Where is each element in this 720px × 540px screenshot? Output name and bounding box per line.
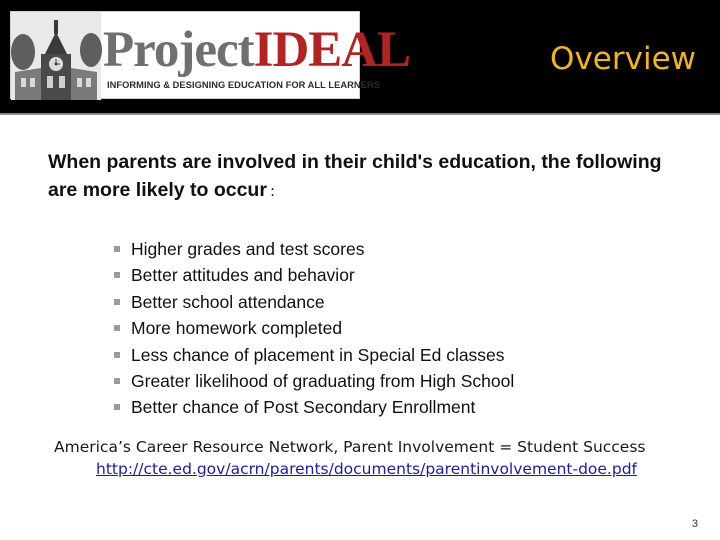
project-ideal-logo [10,11,411,99]
source-citation: America’s Career Resource Network, Parent Involvement = Student Success [54,438,646,456]
intro-text: When parents are involved in their child's education, the following are more likely to occur [48,151,662,201]
page-number: 3 [691,518,698,530]
list-item [112,342,514,368]
square-bullet-icon [114,325,120,331]
logo-wordmark [103,22,410,78]
list-item-text: Better school attendance [131,291,325,312]
list-item [112,315,514,341]
source-link[interactable]: http://cte.ed.gov/acrn/parents/documents/parentinvolvement-doe.pdf [96,460,637,478]
list-item-text: Greater likelihood of graduating from High School [131,370,515,391]
slide-title: Overview [550,41,696,77]
logo-word-main: Project [103,22,254,78]
intro-colon: : [269,182,275,200]
square-bullet-icon [114,352,120,358]
square-bullet-icon [114,299,120,305]
list-item [112,262,514,288]
header-divider [0,113,720,115]
square-bullet-icon [114,378,120,384]
list-item-text: Higher grades and test scores [131,239,365,259]
square-bullet-icon [114,246,120,252]
list-item [112,394,514,420]
logo-tagline: INFORMING & DESIGNING EDUCATION FOR ALL LEARNERS [107,80,380,90]
header-bar [0,0,720,113]
list-item-text: Better attitudes and behavior [131,265,355,286]
list-item-text: More homework completed [131,318,343,339]
clock-tower-icon [11,12,101,100]
list-item-text: Better chance of Post Secondary Enrollment [131,397,476,418]
list-item [112,368,514,394]
outcomes-list [112,236,514,421]
square-bullet-icon [114,272,120,278]
list-item-text: Less chance of placement in Special Ed classes [131,344,505,365]
list-item [112,289,514,315]
intro-statement [48,148,688,205]
list-item [112,236,514,262]
square-bullet-icon [114,404,120,410]
logo-word-accent: IDEAL [253,22,411,78]
